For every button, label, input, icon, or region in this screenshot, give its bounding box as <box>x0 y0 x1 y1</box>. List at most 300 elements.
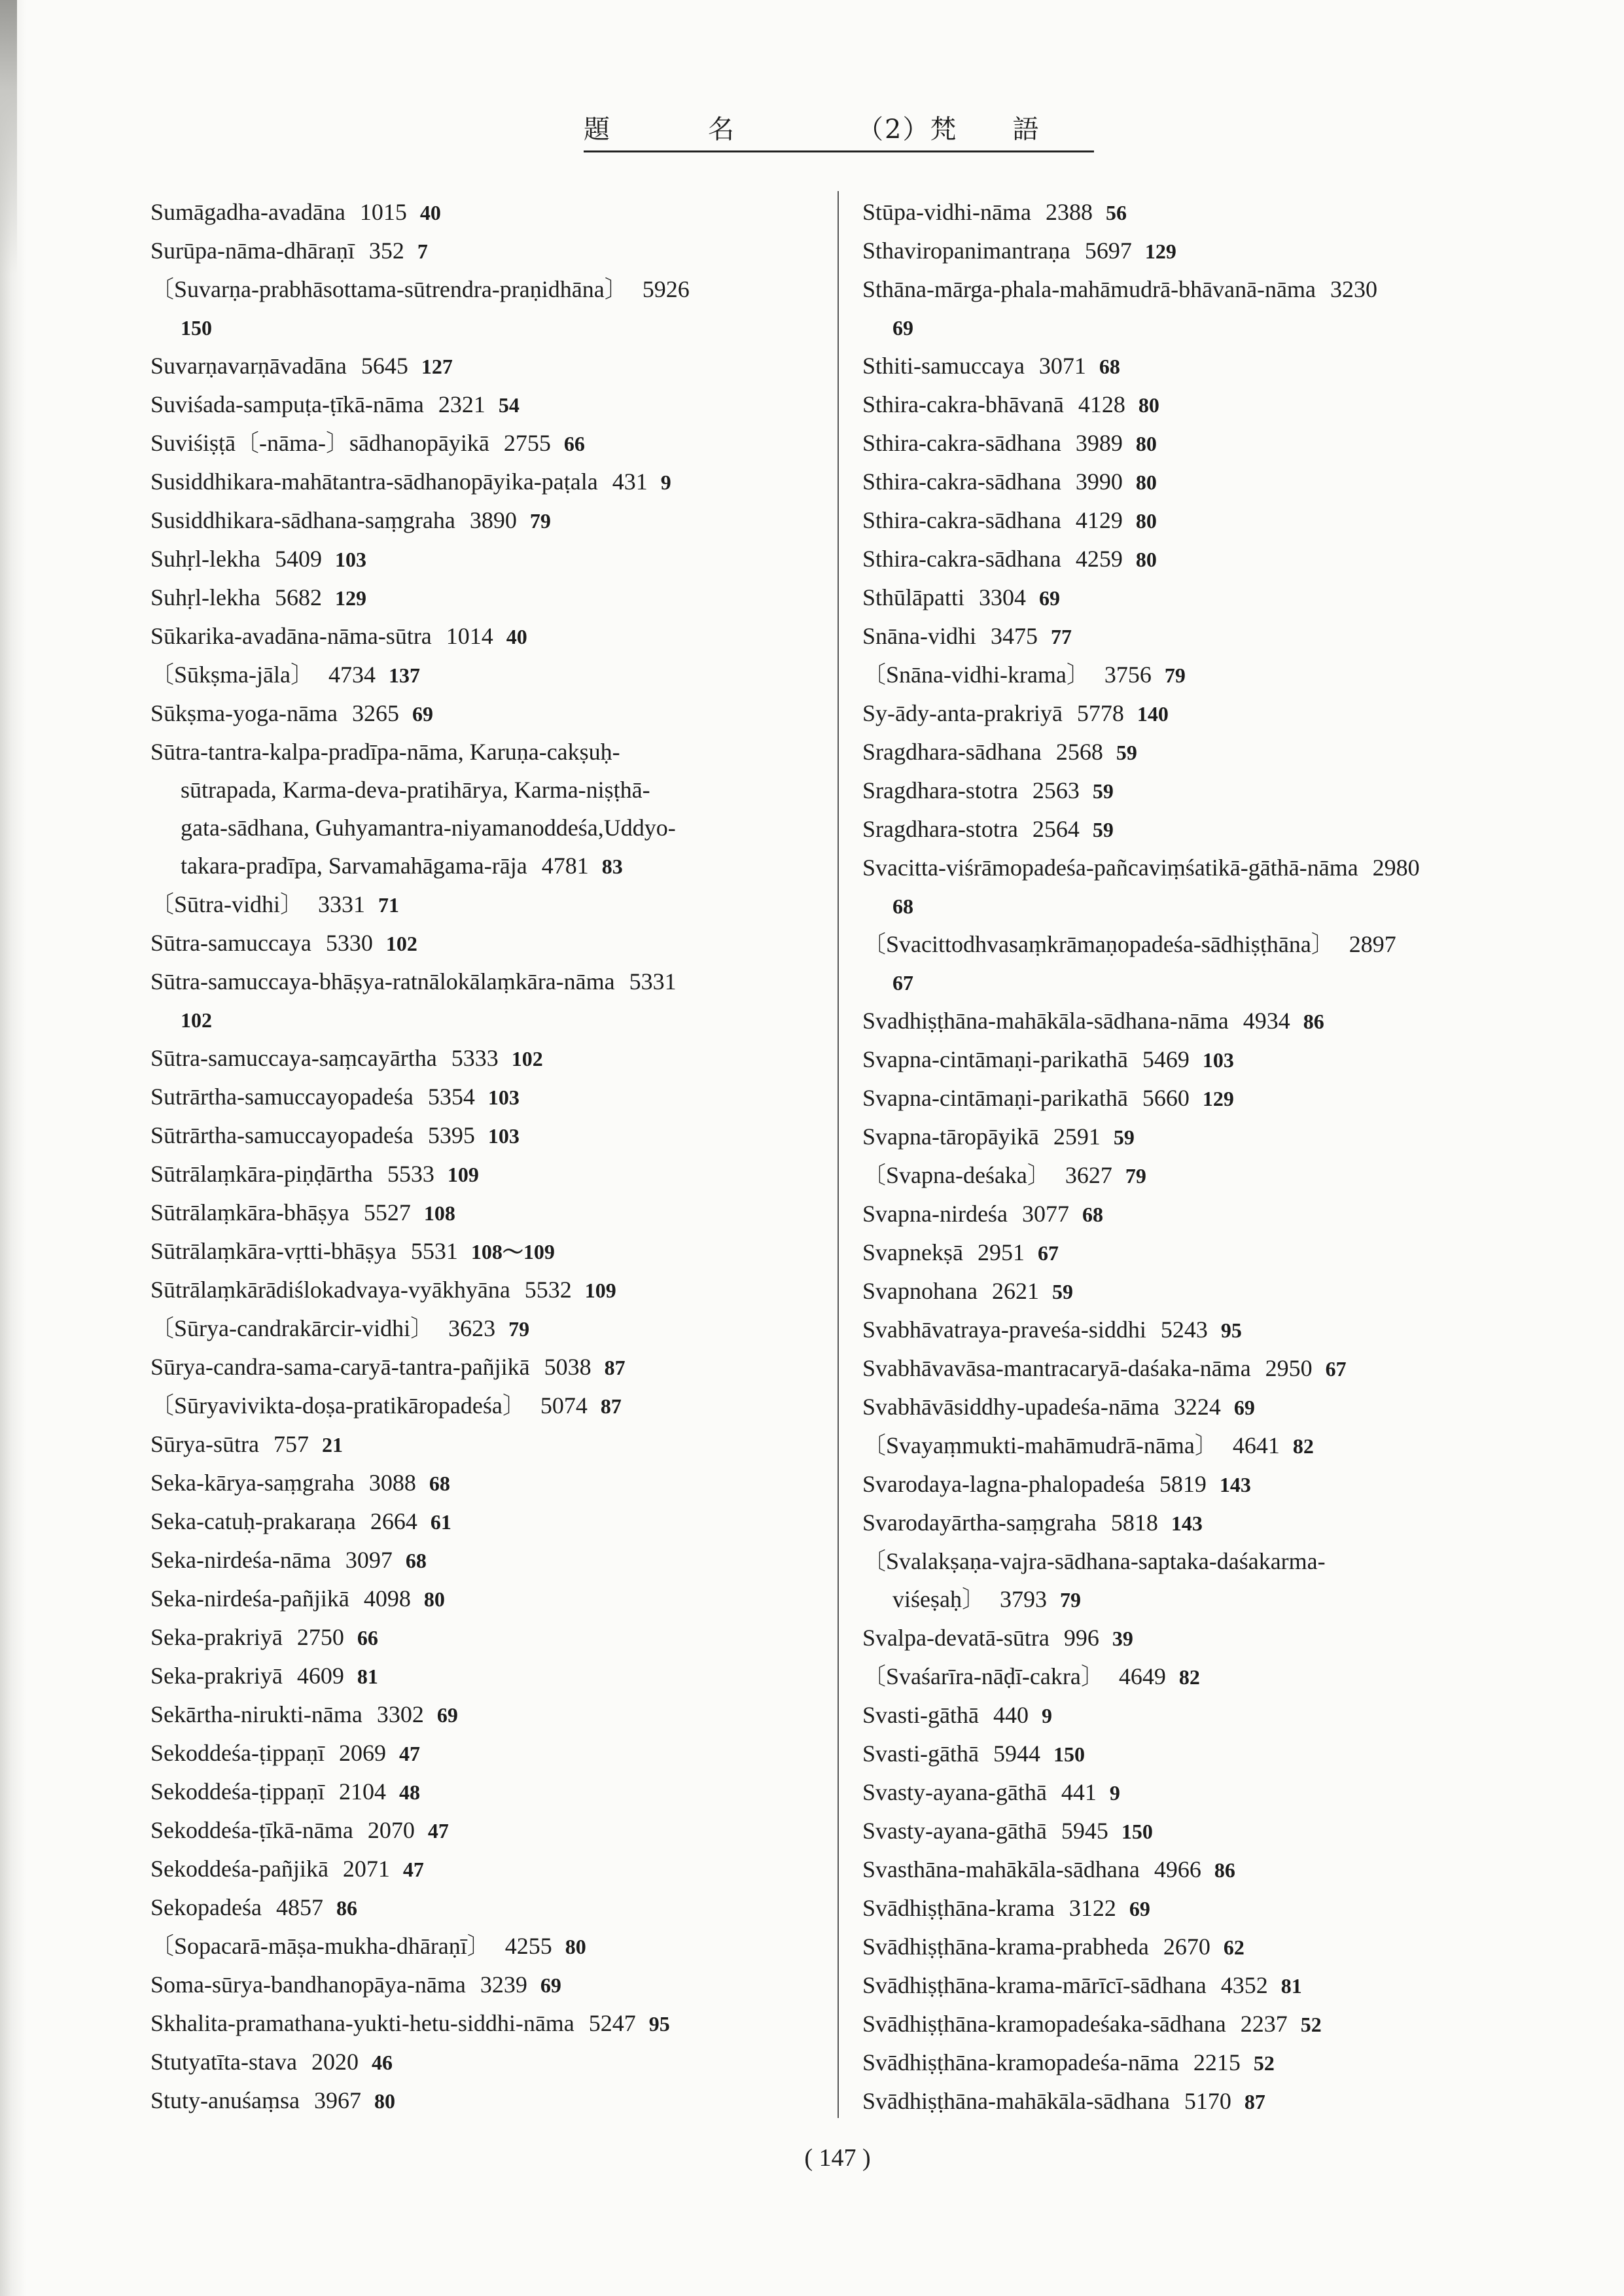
entry-catalog-number: 3239 <box>480 1971 527 1998</box>
page-number: ( 147 ) <box>804 2144 871 2172</box>
index-entry <box>862 501 1530 540</box>
header-title-part1: 題 <box>584 115 611 145</box>
entry-catalog-number: 3890 <box>469 507 517 533</box>
entry-catalog-number: 3088 <box>368 1470 416 1496</box>
entry-catalog-number: 3623 <box>448 1315 496 1341</box>
index-entry <box>150 463 815 501</box>
index-entry <box>862 849 1530 925</box>
entry-title: Svādhiṣṭhāna-mahākāla-sādhana <box>862 2088 1170 2114</box>
index-entry <box>862 1735 1530 1773</box>
index-entry <box>150 656 815 694</box>
entry-catalog-number: 5243 <box>1160 1316 1208 1343</box>
entry-title: 〔Sūtra-vidhi〕 <box>150 891 304 917</box>
entry-page-ref: 59 <box>1113 1125 1135 1149</box>
entry-catalog-number: 2321 <box>438 391 485 417</box>
index-entry <box>150 963 815 1039</box>
index-entry <box>862 232 1530 270</box>
entry-page-ref: 47 <box>402 1858 424 1881</box>
entry-catalog-number: 5074 <box>540 1392 588 1419</box>
entry-title: Seka-catuḥ-prakaraṇa <box>150 1508 356 1534</box>
entry-page-ref: 87 <box>600 1394 622 1418</box>
entry-page-ref: 80 <box>1135 509 1157 533</box>
entry-page-ref: 80 <box>1135 432 1157 455</box>
entry-continuation <box>150 1000 815 1039</box>
index-entry <box>862 1773 1530 1812</box>
entry-catalog-number: 3967 <box>313 2087 361 2113</box>
entry-catalog-number: 5469 <box>1142 1046 1190 1072</box>
entry-page-ref: 140 <box>1137 702 1169 726</box>
entry-title: 〔Svapna-deśaka〕 <box>862 1162 1051 1188</box>
entry-title: Sūkarika-avadāna-nāma-sūtra <box>150 623 432 649</box>
entry-continuation <box>150 308 815 347</box>
entry-title: Sragdhara-sādhana <box>862 739 1042 765</box>
entry-title: Sy-ādy-anta-prakriyā <box>862 700 1063 726</box>
entry-catalog-number: 2563 <box>1032 777 1080 804</box>
index-entry <box>150 193 815 232</box>
entry-page-ref: 52 <box>1300 2013 1322 2036</box>
entry-title: Sūtrārtha-samuccayopadeśa <box>150 1122 414 1148</box>
entry-title: Svādhiṣṭhāna-kramopadeśa-nāma <box>862 2049 1179 2075</box>
entry-title-segment: gata-sādhana, Guhyamantra-niyamanoddeśa,Uddyo- <box>181 815 676 841</box>
entry-page-ref: 143 <box>1219 1473 1251 1496</box>
entry-catalog-number: 3989 <box>1075 430 1123 456</box>
entry-title: 〔Sūrya-candrakārcir-vidhi〕 <box>150 1315 434 1341</box>
index-entry <box>150 1464 815 1502</box>
entry-title: Svapnohana <box>862 1278 978 1304</box>
entry-catalog-number: 5818 <box>1110 1510 1158 1536</box>
entry-title: Svādhiṣṭhāna-krama-mārīcī-sādhana <box>862 1972 1207 1998</box>
entry-catalog-number: 431 <box>612 468 648 495</box>
entry-title: Svasti-gāthā <box>862 1740 979 1767</box>
entry-page-ref: 80 <box>374 2089 395 2113</box>
entry-catalog-number: 4641 <box>1232 1432 1280 1458</box>
entry-page-ref: 137 <box>388 663 420 687</box>
entry-title: Svasthāna-mahākāla-sādhana <box>862 1856 1140 1882</box>
entry-page-ref: 46 <box>371 2051 393 2074</box>
entry-catalog-number: 2104 <box>338 1778 386 1805</box>
index-entry <box>150 1078 815 1116</box>
entry-page-ref: 69 <box>412 702 433 726</box>
entry-catalog-number: 5532 <box>524 1277 572 1303</box>
entry-continuation <box>862 308 1530 347</box>
entry-catalog-number: 441 <box>1061 1779 1097 1805</box>
entry-catalog-number: 4966 <box>1154 1856 1201 1882</box>
entry-title: Svabhāvatraya-praveśa-siddhi <box>862 1316 1146 1343</box>
entry-page-ref: 68 <box>892 894 913 918</box>
entry-title: 〔Svayaṃmukti-mahāmudrā-nāma〕 <box>862 1432 1218 1458</box>
entry-title: Suvarṇavarṇāvadāna <box>150 353 347 379</box>
entry-page-ref: 68 <box>1099 355 1120 378</box>
entry-catalog-number: 996 <box>1063 1625 1099 1651</box>
entry-catalog-number: 4781 <box>541 853 589 879</box>
entry-catalog-number: 2591 <box>1053 1123 1101 1150</box>
entry-catalog-number: 2215 <box>1193 2049 1241 2075</box>
entry-title: Sthira-cakra-sādhana <box>862 507 1061 533</box>
index-entry <box>150 1309 815 1348</box>
entry-page-ref: 108 <box>423 1201 455 1225</box>
entry-title: Suhṛl-lekha <box>150 584 260 610</box>
entry-page-ref: 69 <box>436 1703 458 1727</box>
index-entry <box>150 1811 815 1850</box>
entry-page-ref: 79 <box>1059 1588 1081 1612</box>
entry-page-ref: 54 <box>498 393 520 417</box>
scan-edge-shadow <box>0 0 26 2296</box>
index-entry <box>862 1079 1530 1118</box>
entry-catalog-number: 757 <box>273 1431 309 1457</box>
index-entry <box>150 2043 815 2081</box>
entry-title: Susiddhikara-mahātantra-sādhanopāyika-paṭala <box>150 468 598 495</box>
entry-page-ref: 47 <box>427 1819 449 1843</box>
entry-page-ref: 69 <box>1129 1897 1150 1920</box>
entry-title: Snāna-vidhi <box>862 623 976 649</box>
entry-title: Svapna-cintāmaṇi-parikathā <box>862 1085 1128 1111</box>
entry-catalog-number: 3224 <box>1173 1394 1221 1420</box>
entry-page-ref: 103 <box>334 548 366 571</box>
index-entry <box>150 924 815 963</box>
header-section-label: （2）梵 語 <box>857 115 1040 145</box>
entry-catalog-number: 3097 <box>345 1547 393 1573</box>
index-entry <box>862 1889 1530 1928</box>
index-entry <box>862 1850 1530 1889</box>
index-entry <box>862 810 1530 849</box>
index-entry <box>862 270 1530 347</box>
entry-catalog-number: 5527 <box>363 1199 411 1226</box>
entry-title: Seka-prakriyā <box>150 1624 283 1650</box>
entry-catalog-number: 3071 <box>1038 353 1086 379</box>
entry-title: Svādhiṣṭhāna-krama-prabheda <box>862 1934 1149 1960</box>
entry-title: 〔Snāna-vidhi-krama〕 <box>862 662 1090 688</box>
entry-title-segment: 〔Svalakṣaṇa-vajra-sādhana-saptaka-daśakarma- <box>862 1548 1326 1574</box>
index-entry <box>150 1850 815 1888</box>
entry-catalog-number: 4609 <box>296 1663 344 1689</box>
entry-page-ref: 71 <box>378 893 399 917</box>
entry-page-ref: 129 <box>1144 239 1176 263</box>
entry-page-ref: 9 <box>1109 1781 1120 1805</box>
entry-title-segment: takara-pradīpa, Sarvamahāgama-rāja <box>181 853 527 879</box>
index-entry <box>862 347 1530 385</box>
entry-page-ref: 61 <box>430 1510 451 1534</box>
index-entry <box>150 540 815 578</box>
entry-page-ref: 81 <box>1280 1974 1302 1998</box>
entry-title-segment: sūtrapada, Karma-deva-pratihārya, Karma-niṣṭhā- <box>181 777 650 803</box>
index-entry <box>150 1348 815 1386</box>
entry-catalog-number: 5819 <box>1159 1471 1207 1497</box>
index-entry <box>862 1002 1530 1040</box>
index-entry <box>862 1349 1530 1388</box>
entry-catalog-number: 5038 <box>544 1354 591 1380</box>
index-entry <box>150 424 815 463</box>
entry-title: Svādhiṣṭhāna-krama <box>862 1895 1055 1921</box>
entry-page-ref: 150 <box>1053 1742 1085 1766</box>
entry-title: Seka-kārya-saṃgraha <box>150 1470 355 1496</box>
entry-page-ref: 69 <box>540 1973 561 1997</box>
entry-title: Svalpa-devatā-sūtra <box>862 1625 1050 1651</box>
entry-title: Sekoddeśa-ṭippaṇī <box>150 1740 325 1766</box>
index-entry <box>862 1233 1530 1272</box>
entry-catalog-number: 5945 <box>1061 1818 1108 1844</box>
entry-page-ref: 102 <box>181 1008 212 1032</box>
entry-page-ref: 79 <box>1164 663 1186 687</box>
entry-title: Sekopadeśa <box>150 1894 262 1920</box>
entry-title: 〔Suvarṇa-prabhāsottama-sūtrendra-praṇidhāna〕 <box>150 276 628 302</box>
entry-catalog-number: 2071 <box>342 1856 390 1882</box>
right-column <box>862 193 1530 2121</box>
entry-title: Sthaviropanimantraṇa <box>862 238 1070 264</box>
entry-title: 〔Sūkṣma-jāla〕 <box>150 662 314 688</box>
entry-page-ref: 48 <box>398 1780 420 1804</box>
entry-title: Sūtrālaṃkāra-bhāṣya <box>150 1199 349 1226</box>
entry-title: Suviśiṣṭā〔-nāma-〕sādhanopāyikā <box>150 430 489 456</box>
index-entry <box>150 1580 815 1618</box>
entry-page-ref: 80 <box>1135 548 1157 571</box>
entry-page-ref: 67 <box>1325 1357 1347 1381</box>
index-entry <box>862 1542 1530 1619</box>
entry-catalog-number: 5926 <box>642 276 690 302</box>
entry-title-line <box>150 847 815 885</box>
index-entry <box>150 617 815 656</box>
entry-catalog-number: 2564 <box>1032 816 1080 842</box>
entry-continuation <box>862 963 1530 1002</box>
index-entry <box>862 1928 1530 1966</box>
entry-catalog-number: 3627 <box>1065 1162 1112 1188</box>
entry-page-ref: 68 <box>405 1549 427 1572</box>
index-entry <box>150 1657 815 1695</box>
entry-page-ref: 9 <box>1041 1704 1052 1727</box>
left-column <box>150 193 815 2120</box>
entry-title: Sūtra-samuccaya-bhāṣya-ratnālokālaṃkāra-nāma <box>150 968 615 995</box>
index-entry <box>862 463 1530 501</box>
entry-catalog-number: 5409 <box>274 546 322 572</box>
entry-title: Sutrārtha-samuccayopadeśa <box>150 1084 414 1110</box>
entry-catalog-number: 2069 <box>338 1740 386 1766</box>
index-entry <box>150 1927 815 1966</box>
entry-catalog-number: 5778 <box>1076 700 1124 726</box>
entry-catalog-number: 2568 <box>1055 739 1103 765</box>
entry-title-segment: viśeṣaḥ〕 <box>892 1586 985 1612</box>
entry-title: Sūtra-samuccaya-saṃcayārtha <box>150 1045 437 1071</box>
index-entry <box>862 1426 1530 1465</box>
entry-title: Sūrya-candra-sama-caryā-tantra-pañjikā <box>150 1354 530 1380</box>
entry-title: Sūtra-samuccaya <box>150 930 311 956</box>
entry-title: Svacitta-viśrāmopadeśa-pañcaviṃśatikā-gāthā-nāma <box>862 855 1358 881</box>
entry-catalog-number: 4098 <box>363 1585 411 1612</box>
entry-title-segment: Sūtra-tantra-kalpa-pradīpa-nāma, Karuṇa-cakṣuḥ- <box>150 739 620 765</box>
entry-catalog-number: 5395 <box>427 1122 475 1148</box>
entry-title-line <box>150 809 815 847</box>
entry-page-ref: 66 <box>563 432 585 455</box>
entry-title: Svapnekṣā <box>862 1239 963 1265</box>
entry-catalog-number: 3304 <box>979 584 1026 610</box>
index-entry <box>150 1618 815 1657</box>
entry-title: Sūtrālaṃkāra-vṛtti-bhāṣya <box>150 1238 397 1264</box>
index-entry <box>862 694 1530 733</box>
entry-title: Sūrya-sūtra <box>150 1431 259 1457</box>
entry-catalog-number: 2951 <box>977 1239 1025 1265</box>
entry-page-ref: 69 <box>1233 1396 1255 1419</box>
entry-catalog-number: 5645 <box>361 353 408 379</box>
index-entry <box>862 193 1530 232</box>
entry-page-ref: 87 <box>604 1356 626 1379</box>
entry-continuation <box>862 887 1530 925</box>
index-entry <box>862 2005 1530 2043</box>
entry-catalog-number: 1014 <box>446 623 493 649</box>
entry-catalog-number: 5682 <box>274 584 322 610</box>
index-entry <box>862 1465 1530 1504</box>
entry-title: Sthira-cakra-sādhana <box>862 468 1061 495</box>
entry-catalog-number: 5354 <box>427 1084 475 1110</box>
entry-catalog-number: 3077 <box>1021 1201 1069 1227</box>
entry-page-ref: 79 <box>508 1317 530 1341</box>
entry-page-ref: 68 <box>1082 1203 1103 1226</box>
entry-page-ref: 129 <box>1202 1087 1234 1110</box>
entry-catalog-number: 2020 <box>311 2049 359 2075</box>
entry-title: Surūpa-nāma-dhāraṇī <box>150 238 355 264</box>
entry-catalog-number: 5660 <box>1142 1085 1190 1111</box>
entry-title: Sekārtha-nirukti-nāma <box>150 1701 362 1727</box>
entry-title: Svarodayārtha-saṃgraha <box>862 1510 1097 1536</box>
entry-page-ref: 95 <box>648 2012 670 2036</box>
index-entry <box>150 347 815 385</box>
entry-page-ref: 52 <box>1253 2051 1275 2075</box>
index-entry <box>150 1773 815 1811</box>
entry-page-ref: 47 <box>398 1742 420 1765</box>
index-entry <box>150 270 815 347</box>
entry-title: Svādhiṣṭhāna-kramopadeśaka-sādhana <box>862 2011 1226 2037</box>
entry-page-ref: 56 <box>1105 201 1127 224</box>
index-entry <box>150 578 815 617</box>
entry-page-ref: 9 <box>660 470 671 494</box>
entry-page-ref: 39 <box>1112 1627 1133 1650</box>
index-entry <box>862 578 1530 617</box>
index-entry <box>862 1040 1530 1079</box>
entry-catalog-number: 4128 <box>1078 391 1125 417</box>
entry-page-ref: 129 <box>334 586 366 610</box>
entry-page-ref: 69 <box>1039 586 1060 610</box>
entry-catalog-number: 4255 <box>504 1933 552 1959</box>
index-entry <box>150 1271 815 1309</box>
entry-title: Svabhāvāsiddhy-upadeśa-nāma <box>862 1394 1159 1420</box>
entry-title: Svarodaya-lagna-phalopadeśa <box>862 1471 1145 1497</box>
entry-title: Sthira-cakra-sādhana <box>862 546 1061 572</box>
index-entry <box>150 885 815 924</box>
entry-title: Sragdhara-stotra <box>862 777 1018 804</box>
entry-page-ref: 81 <box>357 1665 378 1688</box>
index-entry <box>150 1425 815 1464</box>
index-entry <box>150 232 815 270</box>
scan-edge-top-shadow <box>0 0 17 275</box>
entry-title: Susiddhikara-sādhana-saṃgraha <box>150 507 455 533</box>
entry-title-line <box>862 1580 1530 1619</box>
entry-catalog-number: 3475 <box>990 623 1038 649</box>
entry-title: Stuty-anuśaṃsa <box>150 2087 300 2113</box>
entry-title: Sūkṣma-yoga-nāma <box>150 700 338 726</box>
entry-page-ref: 86 <box>1214 1858 1235 1882</box>
entry-page-ref: 80 <box>565 1935 586 1958</box>
entry-page-ref: 80 <box>423 1587 445 1611</box>
index-entry <box>150 1155 815 1193</box>
entry-catalog-number: 2950 <box>1265 1355 1313 1381</box>
index-entry <box>150 1232 815 1271</box>
entry-catalog-number: 1015 <box>359 199 407 225</box>
entry-catalog-number: 2670 <box>1163 1934 1210 1960</box>
entry-page-ref: 21 <box>321 1433 343 1457</box>
index-entry <box>150 1193 815 1232</box>
entry-catalog-number: 5944 <box>993 1740 1040 1767</box>
index-entry <box>862 424 1530 463</box>
entry-title: Stutyatīta-stava <box>150 2049 297 2075</box>
index-entry <box>150 385 815 424</box>
entry-page-ref: 67 <box>1037 1241 1059 1265</box>
entry-title: 〔Sūryavivikta-doṣa-pratikāropadeśa〕 <box>150 1392 526 1419</box>
entry-page-ref: 127 <box>421 355 453 378</box>
entry-title: Sthira-cakra-bhāvanā <box>862 391 1064 417</box>
index-entry <box>150 1039 815 1078</box>
entry-title: Svapna-tāropāyikā <box>862 1123 1039 1150</box>
entry-page-ref: 109 <box>447 1163 479 1186</box>
entry-page-ref: 68 <box>429 1472 450 1495</box>
entry-page-ref: 7 <box>417 239 428 263</box>
entry-page-ref: 150 <box>181 316 212 340</box>
index-entry <box>862 1812 1530 1850</box>
entry-catalog-number: 3302 <box>376 1701 424 1727</box>
index-entry <box>150 1541 815 1580</box>
entry-page-ref: 102 <box>511 1047 543 1070</box>
entry-page-ref: 66 <box>357 1626 378 1650</box>
index-entry <box>862 1156 1530 1195</box>
entry-title: Sthāna-mārga-phala-mahāmudrā-bhāvanā-nāma <box>862 276 1316 302</box>
entry-title: Sekoddeśa-ṭīkā-nāma <box>150 1817 353 1843</box>
entry-catalog-number: 4857 <box>275 1894 323 1920</box>
index-entry <box>862 617 1530 656</box>
entry-catalog-number: 2750 <box>296 1624 344 1650</box>
entry-catalog-number: 352 <box>368 238 404 264</box>
entry-catalog-number: 4352 <box>1220 1972 1268 1998</box>
entry-page-ref: 79 <box>1125 1164 1146 1188</box>
index-entry <box>150 1734 815 1773</box>
index-entry <box>862 1195 1530 1233</box>
index-entry <box>862 656 1530 694</box>
entry-page-ref: 77 <box>1050 625 1072 648</box>
index-entry <box>862 540 1530 578</box>
entry-catalog-number: 5697 <box>1084 238 1132 264</box>
entry-page-ref: 59 <box>1051 1280 1073 1303</box>
entry-catalog-number: 4734 <box>328 662 376 688</box>
entry-page-ref: 103 <box>487 1086 520 1109</box>
index-entry <box>150 1502 815 1541</box>
entry-page-ref: 150 <box>1121 1820 1153 1843</box>
entry-catalog-number: 5247 <box>588 2010 636 2036</box>
entry-title-line <box>150 733 815 771</box>
entry-title: Soma-sūrya-bandhanopāya-nāma <box>150 1971 466 1998</box>
entry-catalog-number: 4649 <box>1118 1663 1166 1689</box>
entry-catalog-number: 3793 <box>999 1586 1047 1612</box>
entry-title: 〔Svacittodhvasaṃkrāmaṇopadeśa-sādhiṣṭhāna〕 <box>862 931 1335 957</box>
entry-page-ref: 82 <box>1178 1665 1200 1689</box>
entry-page-ref: 62 <box>1223 1935 1244 1959</box>
entry-catalog-number: 3331 <box>317 891 365 917</box>
entry-page-ref: 82 <box>1292 1434 1314 1458</box>
entry-title: Seka-nirdeśa-nāma <box>150 1547 331 1573</box>
entry-catalog-number: 5170 <box>1184 2088 1231 2114</box>
entry-title: Svasty-ayana-gāthā <box>862 1779 1047 1805</box>
entry-catalog-number: 3265 <box>351 700 399 726</box>
index-entry <box>862 1619 1530 1657</box>
entry-title: Sthira-cakra-sādhana <box>862 430 1061 456</box>
index-entry <box>862 1657 1530 1696</box>
index-entry <box>862 1388 1530 1426</box>
index-entry <box>862 925 1530 1002</box>
entry-catalog-number: 4259 <box>1075 546 1123 572</box>
